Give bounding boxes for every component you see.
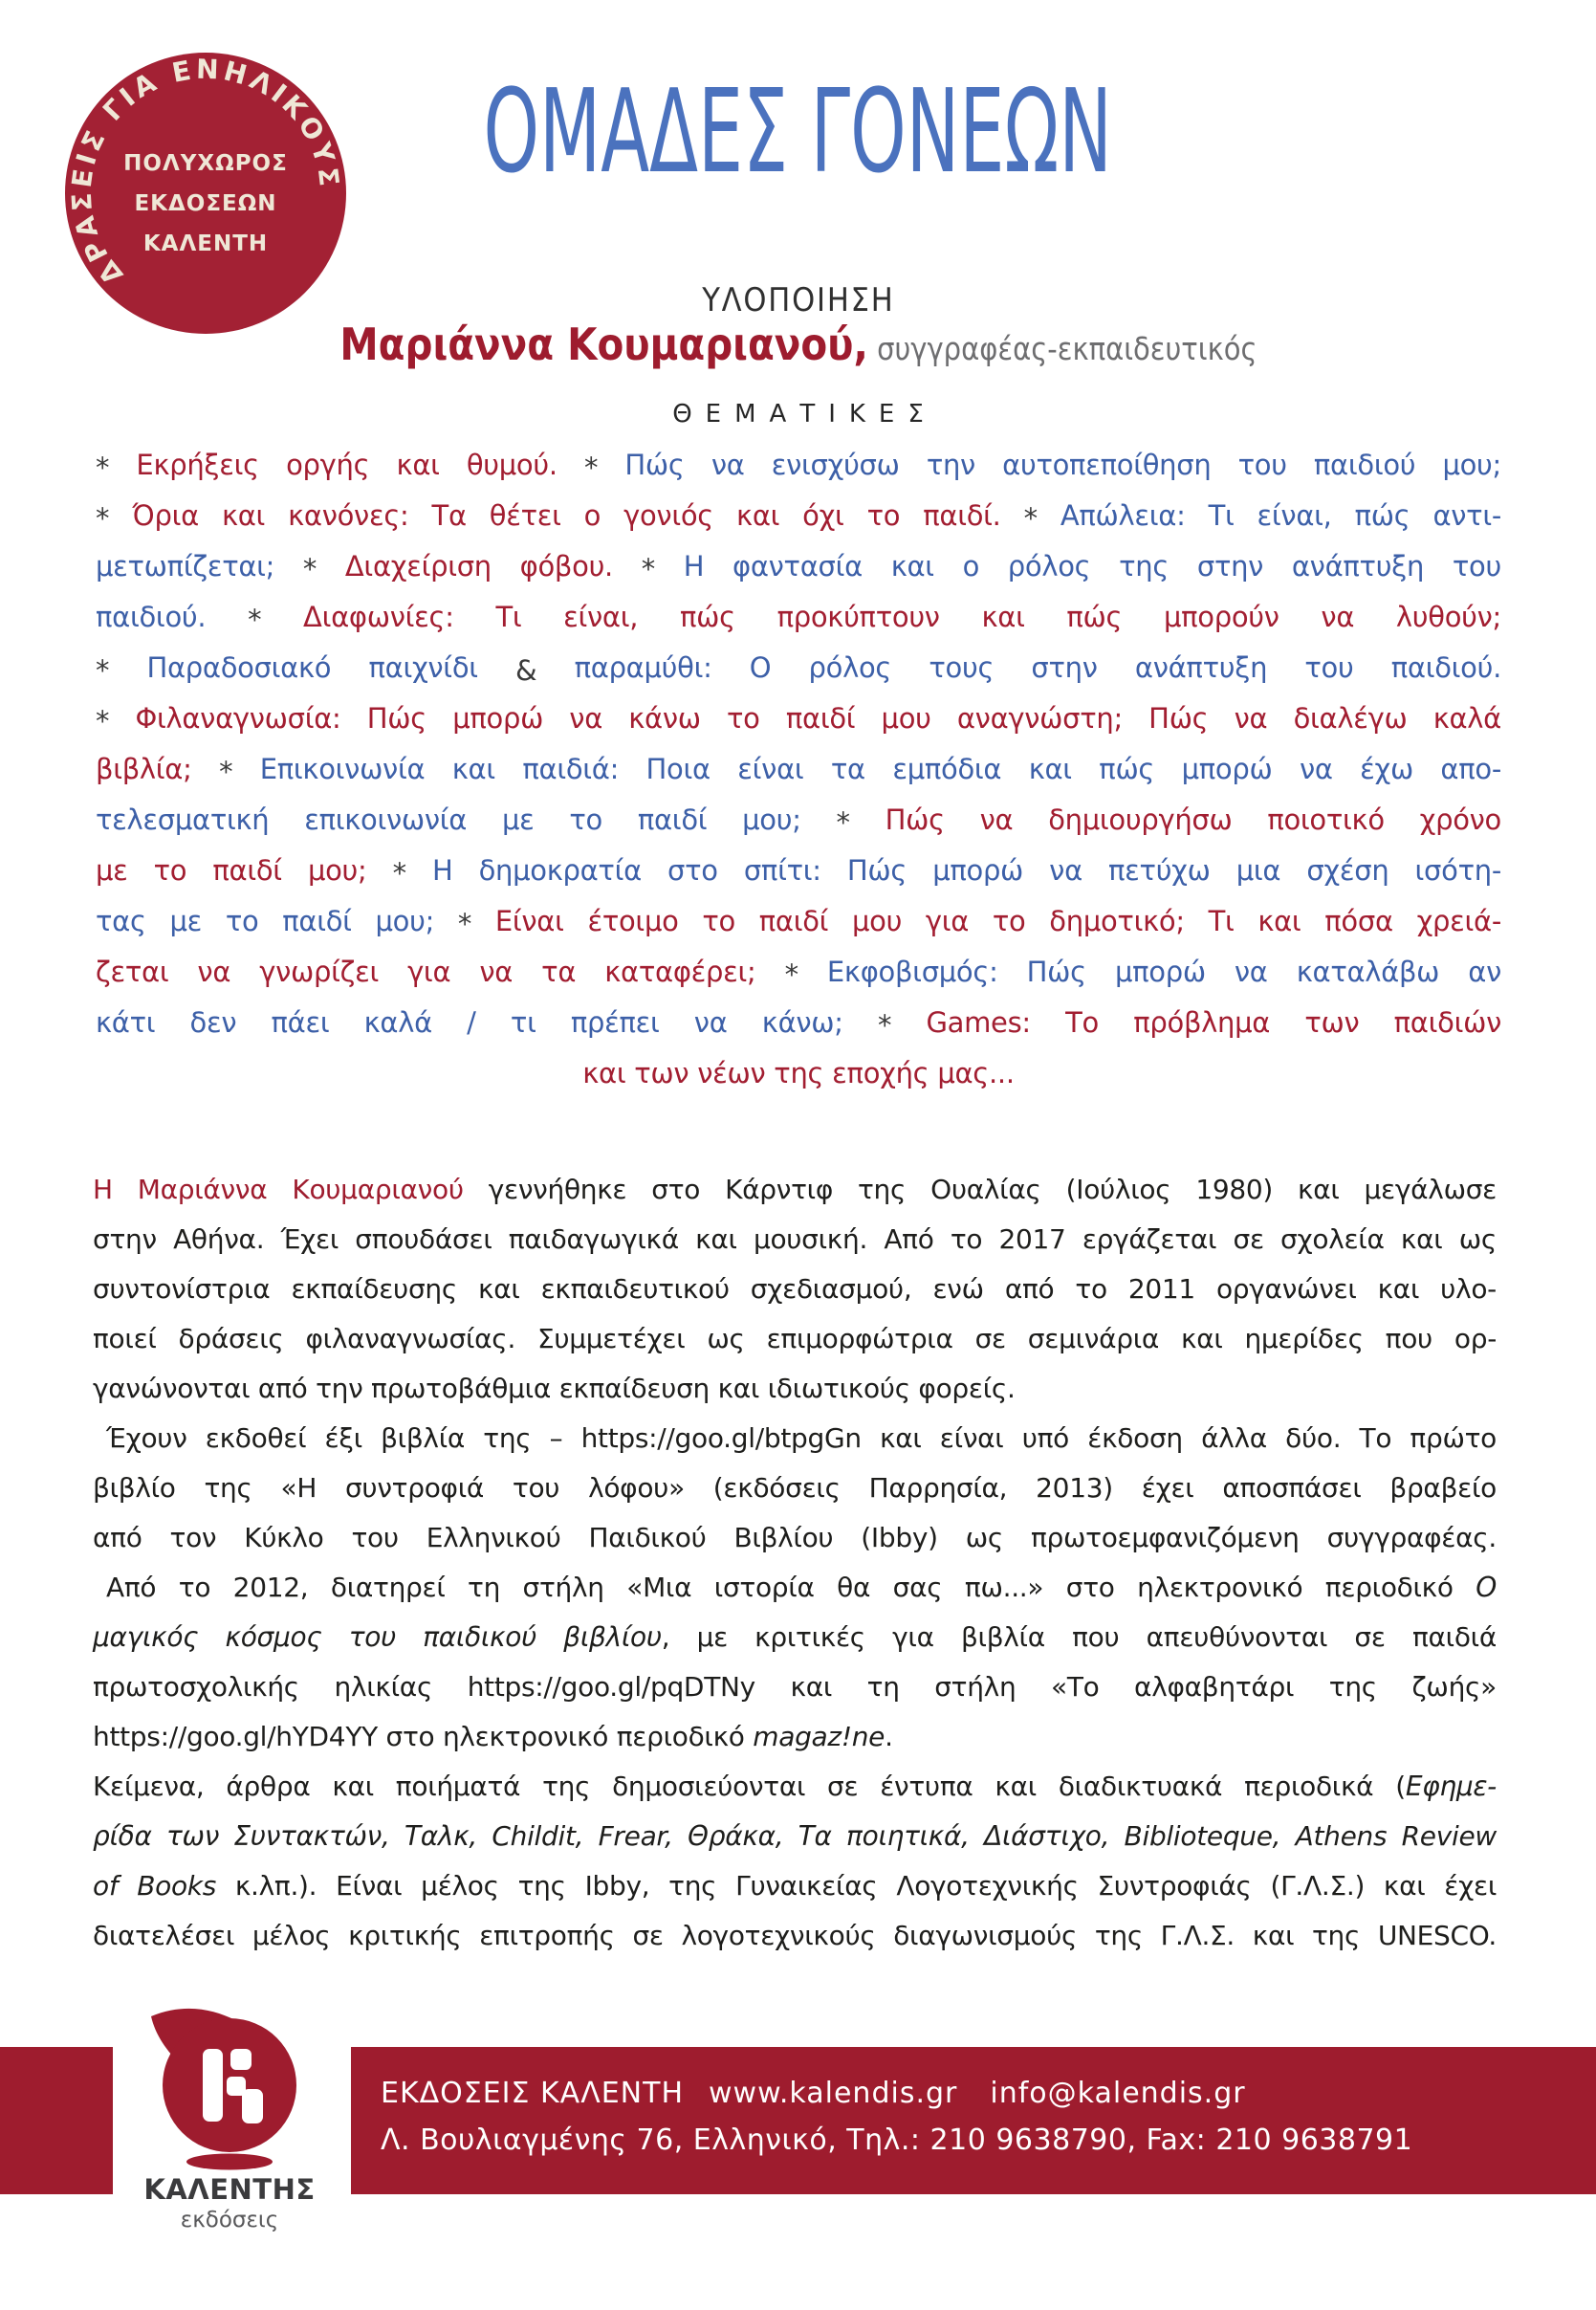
bullet-asterisk: * <box>583 451 625 484</box>
text-segment: Παραδοσιακό παιχνίδι <box>146 651 516 684</box>
kalendis-logo-icon <box>143 2007 316 2179</box>
bullet-asterisk: * <box>248 603 304 636</box>
text-segment: γεννήθηκε στο Κάρντιφ της Ουαλίας (Ιούλιος 1980) και μεγάλωσε <box>488 1174 1498 1205</box>
text-line <box>96 947 1501 998</box>
bullet-asterisk: * <box>219 755 260 788</box>
text-line <box>93 1513 1497 1563</box>
text-line <box>96 795 1501 846</box>
footer-bar <box>351 2047 1596 2194</box>
bullet-asterisk: * <box>641 552 684 585</box>
footer-email: info@kalendis.gr <box>990 2077 1246 2110</box>
text-segment: Επικοινωνία και παιδιά: Ποια είναι τα εμπόδια και πώς μπορώ να έχω απο- <box>259 753 1501 785</box>
implementation-label-text: ΥΛΟΠΟΙΗΣΗ <box>701 281 895 319</box>
text-line <box>93 1165 1497 1215</box>
text-line <box>96 643 1501 693</box>
text-segment: Games: Το πρόβλημα των παιδιών <box>926 1006 1501 1039</box>
logo-k-bar <box>203 2049 223 2122</box>
logo-wordmark: ΚΑΛΕΝΤΗΣ <box>143 2173 316 2206</box>
text-line <box>96 440 1501 491</box>
text-segment: Είναι έτοιμο το παιδί μου για το δημοτικό; Τι και πόσα χρειά- <box>494 905 1501 937</box>
text-segment: ποιεί δράσεις φιλαναγνωσίας. Συμμετέχει ως επιμορφώτρια σε σεμινάρια και ημερίδες που ορ- <box>93 1323 1497 1354</box>
bio-text <box>93 1165 1497 1961</box>
text-segment: βιβλία; <box>96 753 220 785</box>
bullet-asterisk: & <box>515 653 575 687</box>
stamp-line-2: ΕΚΔΟΣΕΩΝ <box>134 191 277 216</box>
text-line <box>93 1414 1497 1463</box>
bullet-asterisk: * <box>96 501 133 535</box>
text-segment: πρωτοσχολικής ηλικίας https://goo.gl/pqDTNy και τη στήλη «Το αλφαβητάρι της ζωής» <box>93 1671 1497 1703</box>
footer-contact-line <box>381 2077 1596 2110</box>
text-segment: από τον Κύκλο του Ελληνικού Παιδικού Βιβλίου (Ibby) ως πρωτοεμφανιζόμενη συγγραφέας. <box>93 1522 1497 1553</box>
text-line <box>93 1911 1497 1961</box>
text-segment: of Books <box>93 1870 216 1902</box>
text-segment: Εφημε- <box>1405 1771 1497 1802</box>
text-line <box>93 1314 1497 1364</box>
text-segment: Όρια και κανόνες: Τα θέτει ο γονιός και όχι το παιδί. <box>132 499 1024 532</box>
text-segment: παιδιού. <box>96 601 249 633</box>
text-line <box>93 1762 1497 1812</box>
text-segment: Η δημοκρατία στο σπίτι: Πώς μπορώ να πετύχω μια σχέση ισότη- <box>431 854 1501 887</box>
text-segment: γανώνονται από την πρωτοβάθμια εκπαίδευση και ιδιωτικούς φορείς. <box>93 1373 1016 1404</box>
text-line <box>93 1265 1497 1314</box>
text-segment: Απώλεια: Τι είναι, πώς αντι- <box>1060 499 1502 532</box>
text-line <box>96 744 1501 795</box>
bullet-asterisk: * <box>96 653 147 687</box>
topics-heading: ΘΕΜΑΤΙΚΕΣ <box>672 400 937 429</box>
text-segment: Κείμενα, άρθρα και ποιήματά της δημοσιεύονται σε έντυπα και διαδικτυακά περιοδικά ( <box>93 1771 1406 1802</box>
bullet-asterisk: * <box>836 805 885 839</box>
text-line <box>93 1463 1497 1513</box>
text-line <box>96 693 1501 744</box>
bullet-asterisk: * <box>392 856 432 890</box>
bullet-asterisk: * <box>1023 501 1060 535</box>
page-title <box>0 66 1596 199</box>
text-segment: ρίδα των Συντακτών, Ταλκ, Childit, Frear, Θράκα, Τα ποιητικά, Διάστιχο, Biblioteque, Athens Review <box>93 1820 1497 1852</box>
text-segment: τας με το παιδί μου; <box>96 905 458 937</box>
text-line <box>93 1662 1497 1712</box>
text-segment: Διαφωνίες: Τι είναι, πώς προκύπτουν και πώς μπορούν να λυθούν; <box>303 601 1501 633</box>
author-role: συγγραφέας-εκπαιδευτικός <box>867 330 1257 367</box>
text-line <box>93 1613 1497 1662</box>
footer-website: www.kalendis.gr <box>709 2077 958 2110</box>
text-line <box>93 1712 1497 1762</box>
stamp-arc-text: ΔΡΑΣΕΙΣ ΓΙΑ ΕΝΗΛΙΚΟΥΣ <box>65 53 346 291</box>
text-line <box>93 1215 1497 1265</box>
bullet-asterisk: * <box>302 552 345 585</box>
author-name: Μαριάννα Κουμαριανού, <box>339 319 868 370</box>
text-line <box>96 541 1501 592</box>
text-segment: , με κριτικές για βιβλία που απευθύνονται σε παιδιά <box>661 1621 1497 1653</box>
bullet-asterisk: * <box>457 907 495 940</box>
text-line <box>93 1364 1497 1414</box>
logo-k-dot-top <box>230 2049 251 2070</box>
text-segment: βιβλίο της «Η συντροφιά του λόφου» (εκδόσεις Παρρησία, 2013) έχει αποσπάσει βραβείο <box>93 1472 1497 1504</box>
text-line <box>96 1048 1501 1099</box>
footer-publisher: ΕΚΔΟΣΕΙΣ ΚΑΛΕΝΤΗ <box>381 2077 685 2110</box>
text-line <box>96 998 1501 1048</box>
text-segment: στην Αθήνα. Έχει σπουδάσει παιδαγωγικά και μουσική. Από το 2017 εργάζεται σε σχολεία και ως <box>93 1223 1497 1255</box>
text-segment: Εκρήξεις οργής και θυμού. <box>136 449 584 481</box>
text-segment: Πώς να ενισχύσω την αυτοπεποίθηση του παιδιού μου; <box>624 449 1502 481</box>
logo-wordmark-sub: εκδόσεις <box>180 2208 279 2233</box>
text-line <box>96 896 1501 947</box>
text-segment: Διαχείριση φόβου. <box>344 550 642 583</box>
topics-list <box>96 440 1501 1099</box>
text-segment: Η φαντασία και ο ρόλος της στην ανάπτυξη του <box>683 550 1501 583</box>
text-segment: συντονίστρια εκπαίδευσης και εκπαιδευτικού σχεδιασμού, ενώ από το 2011 οργανώνει και υλο- <box>93 1273 1497 1305</box>
logo-k-dot-bottom <box>242 2089 263 2123</box>
text-segment: ζεται να γνωρίζει για να τα καταφέρει; <box>96 956 785 988</box>
stamp-line-3: ΚΑΛΕΝΤΗ <box>142 231 269 256</box>
text-segment: κάτι δεν πάει καλά / τι πρέπει να κάνω; <box>96 1006 878 1039</box>
stamp-line-1: ΠΟΛΥΧΩΡΟΣ <box>123 151 288 176</box>
text-line <box>93 1861 1497 1911</box>
text-line <box>93 1563 1497 1613</box>
text-segment: https://goo.gl/hYD4YY στο ηλεκτρονικό περιοδικό <box>93 1721 754 1752</box>
bullet-asterisk: * <box>96 704 136 737</box>
text-segment: . <box>885 1721 893 1752</box>
text-segment: μαγικός κόσμος του παιδικού βιβλίου <box>93 1621 662 1653</box>
text-segment: magaz!ne <box>753 1721 885 1752</box>
text-segment: μετωπίζεται; <box>96 550 303 583</box>
text-line <box>96 846 1501 896</box>
footer-left-accent <box>0 2047 113 2194</box>
bullet-asterisk: * <box>878 1008 927 1042</box>
page-title-text: ΟΜΑΔΕΣ ΓΟΝΕΩΝ <box>483 66 1113 199</box>
bullet-asterisk: * <box>96 451 137 484</box>
logo-shadow-ellipse <box>186 2154 273 2170</box>
text-segment: διατελέσει μέλος κριτικής επιτροπής σε λογοτεχνικούς διαγωνισμούς της Γ.Λ.Σ. και της UNESCO. <box>93 1920 1497 1951</box>
text-segment: Πώς να δημιουργήσω ποιοτικό χρόνο <box>885 803 1501 836</box>
text-line <box>93 1812 1497 1861</box>
text-segment: Ο <box>1476 1572 1497 1603</box>
footer-address: Λ. Βουλιαγμένης 76, Ελληνικό, Τηλ.: 210 9638790, Fax: 210 9638791 <box>381 2123 1413 2157</box>
text-segment: Φιλαναγνωσία: Πώς μπορώ να κάνω το παιδί μου αναγνώστη; Πώς να διαλέγω καλά <box>135 702 1501 735</box>
text-segment: Έχουν εκδοθεί έξι βιβλία της – https://goo.gl/btpgGn και είναι υπό έκδοση άλλα δύο. Το πρώτο <box>106 1422 1497 1454</box>
text-segment: παραμύθι: Ο ρόλος τους στην ανάπτυξη του παιδιού. <box>574 651 1502 684</box>
bullet-asterisk: * <box>784 957 827 991</box>
text-line <box>96 592 1501 643</box>
text-segment: και των νέων της εποχής μας... <box>582 1057 1015 1089</box>
text-segment: κ.λπ.). Είναι μέλος της Ibby, της Γυναικείας Λογοτεχνικής Συντροφιάς (Γ.Λ.Σ.) και έχει <box>216 1870 1498 1902</box>
text-line <box>96 491 1501 541</box>
text-segment: Εκφοβισμός: Πώς μπορώ να καταλάβω αν <box>826 956 1501 988</box>
text-segment: με το παιδί μου; <box>96 854 393 887</box>
author-line <box>0 314 1596 385</box>
text-segment: τελεσματική επικοινωνία με το παιδί μου; <box>96 803 837 836</box>
text-segment: Η Μαριάννα Κουμαριανού <box>93 1174 489 1205</box>
text-segment: Από το 2012, διατηρεί τη στήλη «Μια ιστορία θα σας πω...» στο ηλεκτρονικό περιοδικό <box>106 1572 1476 1603</box>
